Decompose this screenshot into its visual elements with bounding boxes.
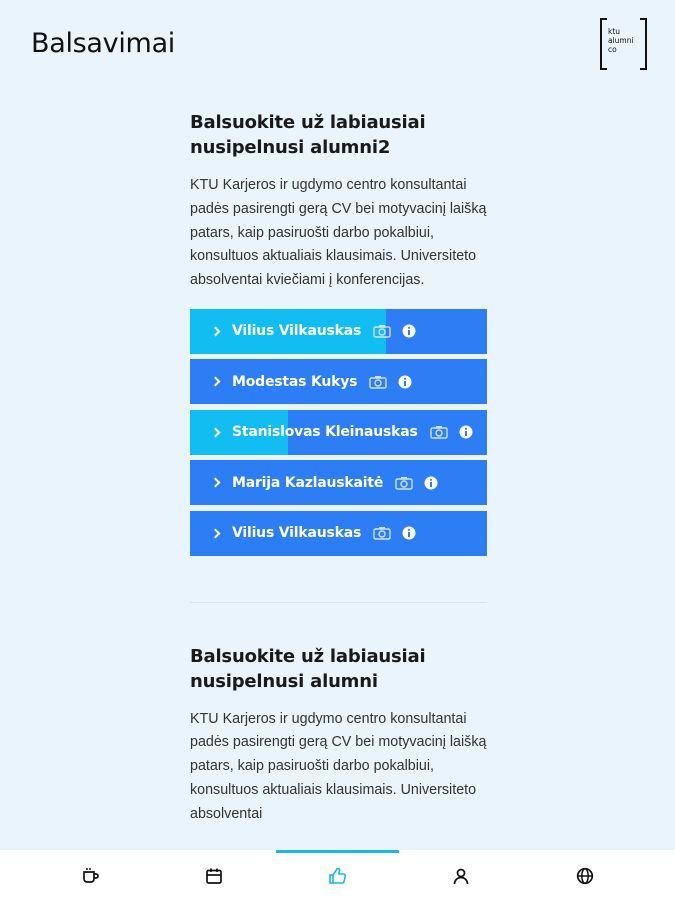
calendar-icon — [205, 867, 223, 885]
app-header — [0, 0, 675, 92]
info-icon[interactable] — [402, 324, 416, 338]
user-icon — [452, 867, 470, 885]
candidate-name: Modestas Kukys — [232, 373, 358, 390]
candidate-list — [190, 309, 487, 556]
poll-description: KTU Karjeros ir ugdymo centro konsultantai padės pasirengti gerą CV bei motyvacinį laišką patars, kaip pasiruošti darbo pokalbiui, konsultuos aktualiais klausimais. Universiteto absolventai — [190, 710, 487, 822]
page-title: Balsavimai — [31, 28, 176, 59]
tab-voting[interactable] — [327, 865, 349, 887]
chevron-right-icon — [211, 528, 221, 538]
candidate-name: Stanislovas Kleinauskas — [232, 424, 418, 441]
info-icon[interactable] — [459, 425, 473, 439]
candidate-vote-button[interactable] — [190, 410, 487, 455]
section-divider — [190, 602, 487, 603]
ktu-alumni-logo: ktu alumni co — [600, 18, 647, 70]
poll-title: Balsuokite už labiausiai nusipelnusi alumni — [190, 645, 426, 692]
tab-coffee[interactable] — [80, 865, 102, 887]
candidate-name: Vilius Vilkauskas — [232, 323, 362, 340]
candidate-vote-button[interactable] — [190, 309, 487, 354]
candidate-name: Vilius Vilkauskas — [232, 525, 362, 542]
poll-description: KTU Karjeros ir ugdymo centro konsultantai padės pasirengti gerą CV bei motyvacinį laišką patars, kaip pasiruošti darbo pokalbiui, konsultuos aktualiais klausimais. Universiteto absolventai kviečiami į konferencijas. — [190, 177, 487, 289]
camera-icon[interactable] — [430, 425, 448, 439]
poll-section — [190, 644, 487, 827]
chevron-right-icon — [211, 427, 221, 437]
camera-icon[interactable] — [369, 375, 387, 389]
info-icon[interactable] — [402, 526, 416, 540]
candidate-vote-button[interactable] — [190, 359, 487, 404]
tab-calendar[interactable] — [203, 865, 225, 887]
main-content — [190, 110, 487, 827]
candidate-vote-button[interactable] — [190, 460, 487, 505]
candidate-name: Marija Kazlauskaitė — [232, 474, 384, 491]
coffee-cup-icon — [81, 866, 101, 886]
thumbs-up-icon — [328, 866, 348, 886]
info-icon[interactable] — [398, 375, 412, 389]
chevron-right-icon — [211, 327, 221, 337]
chevron-right-icon — [211, 478, 221, 488]
info-icon[interactable] — [424, 476, 438, 490]
chevron-right-icon — [211, 377, 221, 387]
camera-icon[interactable] — [373, 526, 391, 540]
camera-icon[interactable] — [373, 324, 391, 338]
bottom-tab-bar — [0, 850, 675, 900]
camera-icon[interactable] — [395, 476, 413, 490]
candidate-vote-button[interactable] — [190, 511, 487, 556]
active-tab-indicator — [276, 850, 399, 853]
tab-profile[interactable] — [450, 865, 472, 887]
poll-title: Balsuokite už labiausiai nusipelnusi alumni2 — [190, 112, 426, 158]
tab-web[interactable] — [574, 865, 596, 887]
globe-icon — [576, 867, 594, 885]
poll-section — [190, 110, 487, 556]
